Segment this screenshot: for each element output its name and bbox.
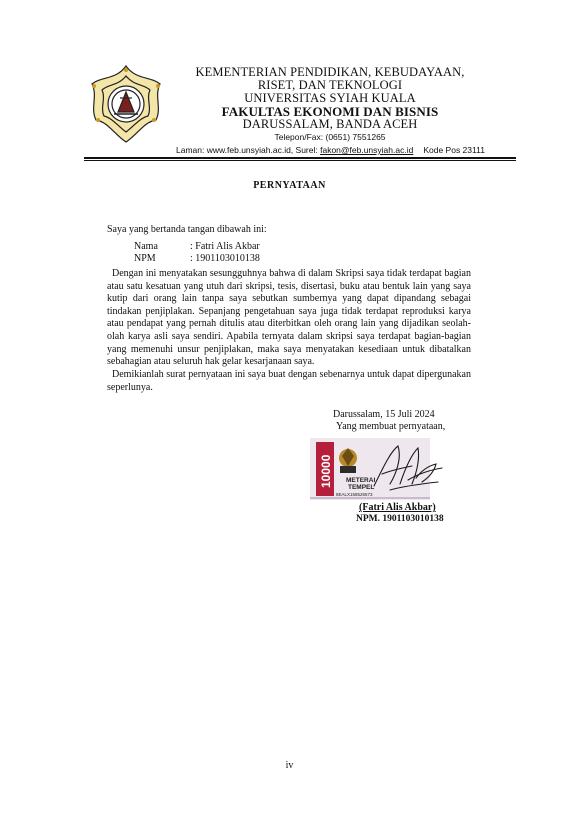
stamp-serial: 8EALX158526573 [336,492,373,497]
name-field [134,241,260,252]
closing-paragraph: Demikianlah surat pernyataan ini saya buat dengan sebenarnya untuk dapat dipergunakan seperlunya. [107,369,471,393]
page-number: iv [285,760,294,771]
npm-field [134,253,260,264]
npm-label: NPM [134,253,156,264]
email-link[interactable]: fakon@feb.unsyiah.ac.id [320,145,414,155]
contact-line [176,145,506,155]
npm-value: : 1901103010138 [190,253,260,264]
address-line: DARUSSALAM, BANDA ACEH [242,117,418,131]
ministry-line-2: RISET, DAN TEKNOLOGI [257,78,403,92]
intro-text: Saya yang bertanda tangan dibawah ini: [107,224,267,235]
faculty-name: FAKULTAS EKONOMI DAN BISNIS [221,104,439,119]
letterhead [150,66,510,143]
stamp-label-1: METERAI [346,477,376,484]
stamp-value: 10000 [319,454,333,488]
maker-label: Yang membuat pernyataan, [336,421,446,432]
phone-line: Telepon/Fax: (0651) 7551265 [274,132,386,142]
name-label: Nama [134,241,158,252]
signatory-npm: NPM. 1901103010138 [356,514,444,524]
university-name: UNIVERSITAS SYIAH KUALA [244,91,416,105]
signature [360,440,450,504]
place-date: Darussalam, 15 Juli 2024 [333,409,435,420]
letterhead-rule-thick [84,157,516,159]
letterhead-rule-thin [84,160,516,161]
document-title: PERNYATAAN [253,180,326,191]
name-value: : Fatri Alis Akbar [190,241,260,252]
signatory-name: (Fatri Alis Akbar) [359,502,436,513]
postal-code: Kode Pos 23111 [423,145,485,155]
stamp-label-2: TEMPEL [348,484,375,491]
statement-paragraph: Dengan ini menyatakan sesungguhnya bahwa di dalam Skripsi saya tidak terdapat bagian atau satu kesatuan yang utuh dari skripsi, tesis, disertasi, buku atau bentuk lain yang saya kutip dari orang lain tanpa saya sebutkan sumbernya yang dapat dipandang sebagai tindakan penjiplakan. Sepanjang pengetahuan saya juga tidak terdapat reproduksi karya atau pendapat yang pernah ditulis atau diterbitkan oleh orang lain yang dijadikan seolah-olah karya asli saya sendiri. Apabila ternyata dalam skripsi saya terdapat bagian-bagian yang memenuhi unsur penjiplakan, maka saya menyatakan kesediaan untuk dibatalkan sebahagian atau seluruh hak gelar kesarjanaan saya. [107,268,471,368]
website-text: Laman: www.feb.unsyiah.ac.id, Surel: [176,145,321,155]
ministry-line-1: KEMENTERIAN PENDIDIKAN, KEBUDAYAAN, [195,65,465,79]
